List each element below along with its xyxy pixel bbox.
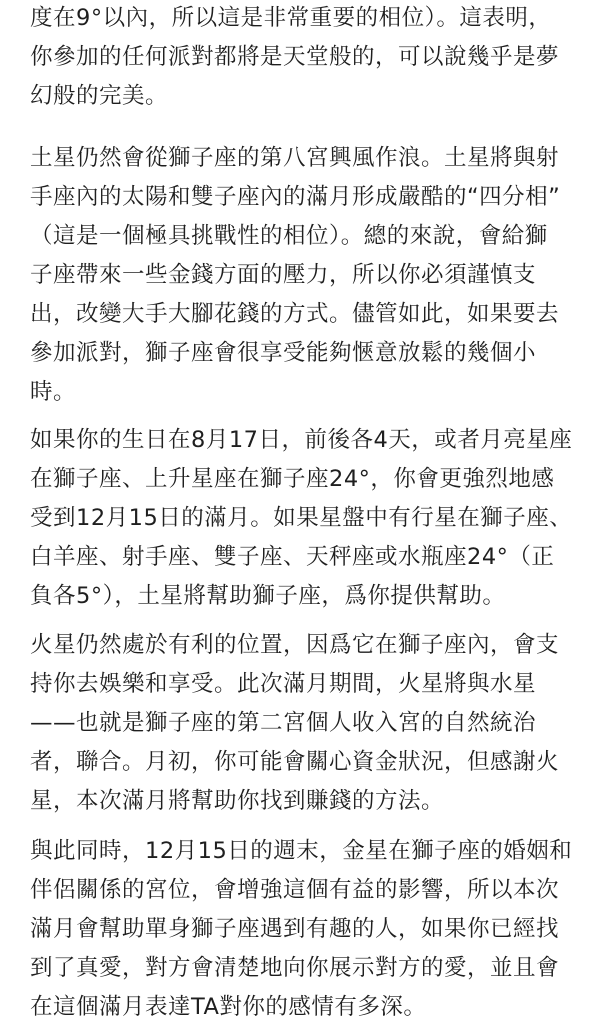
- paragraph-line: 在獅子座、上升星座在獅子座24°，你會更強烈地感: [30, 466, 555, 492]
- paragraph-line: 白羊座、射手座、雙子座、天秤座或水瓶座24°（正: [30, 544, 555, 570]
- paragraph-line: 你參加的任何派對都將是天堂般的，可以說幾乎是夢: [30, 44, 560, 70]
- paragraph-line: 伴侶關係的宮位，會增強這個有益的影響，所以本次: [30, 877, 560, 903]
- paragraph-line: （這是一個極具挑戰性的相位）。總的來說，會給獅: [30, 223, 548, 249]
- paragraph-line: 如果你的生日在8月17日，前後各4天，或者月亮星座: [30, 427, 573, 453]
- paragraph-line: 與此同時，12月15日的週末，金星在獅子座的婚姻和: [30, 838, 573, 864]
- paragraph-line: 持你去娛樂和享受。此次滿月期間，火星將與水星: [30, 671, 537, 697]
- paragraph-line: 參加派對，獅子座會很享受能夠愜意放鬆的幾個小: [30, 340, 537, 366]
- paragraph-line: 度在9°以內，所以這是非常重要的相位）。這表明，: [30, 5, 552, 31]
- paragraph-line: 負各5°），土星將幫助獅子座，爲你提供幫助。: [30, 583, 506, 609]
- paragraph-line: 到了真愛，對方會清楚地向你展示對方的愛，並且會: [30, 955, 560, 981]
- paragraph-line: 火星仍然處於有利的位置，因爲它在獅子座內，會支: [30, 632, 560, 658]
- paragraph-line: 出，改變大手大腳花錢的方式。儘管如此，如果要去: [30, 301, 560, 327]
- paragraph-line: 手座內的太陽和雙子座內的滿月形成嚴酷的“四分相”: [30, 184, 561, 210]
- paragraph-5: [30, 832, 582, 1027]
- paragraph-line: 滿月會幫助單身獅子座遇到有趣的人，如果你已經找: [30, 916, 560, 942]
- paragraph-line: 受到12月15日的滿月。如果星盤中有行星在獅子座、: [30, 505, 573, 531]
- paragraph-3: [30, 421, 582, 616]
- paragraph-line: 子座帶來一些金錢方面的壓力，所以你必須謹慎支: [30, 262, 537, 288]
- paragraph-line: 星，本次滿月將幫助你找到賺錢的方法。: [30, 788, 445, 814]
- paragraph-line: 在這個滿月表達TA對你的感情有多深。: [30, 994, 427, 1020]
- paragraph-line: ——也就是獅子座的第二宮個人收入宮的自然統治: [30, 710, 537, 736]
- paragraph-4: [30, 626, 582, 821]
- paragraph-line: 者，聯合。月初，你可能會關心資金狀況，但感謝火: [30, 749, 560, 775]
- paragraph-line: 時。: [30, 379, 77, 405]
- paragraph-line: 土星仍然會從獅子座的第八宮興風作浪。土星將與射: [30, 145, 560, 171]
- paragraph-1: [30, 0, 582, 116]
- paragraph-line: 幻般的完美。: [30, 83, 169, 109]
- paragraph-2: [30, 139, 582, 412]
